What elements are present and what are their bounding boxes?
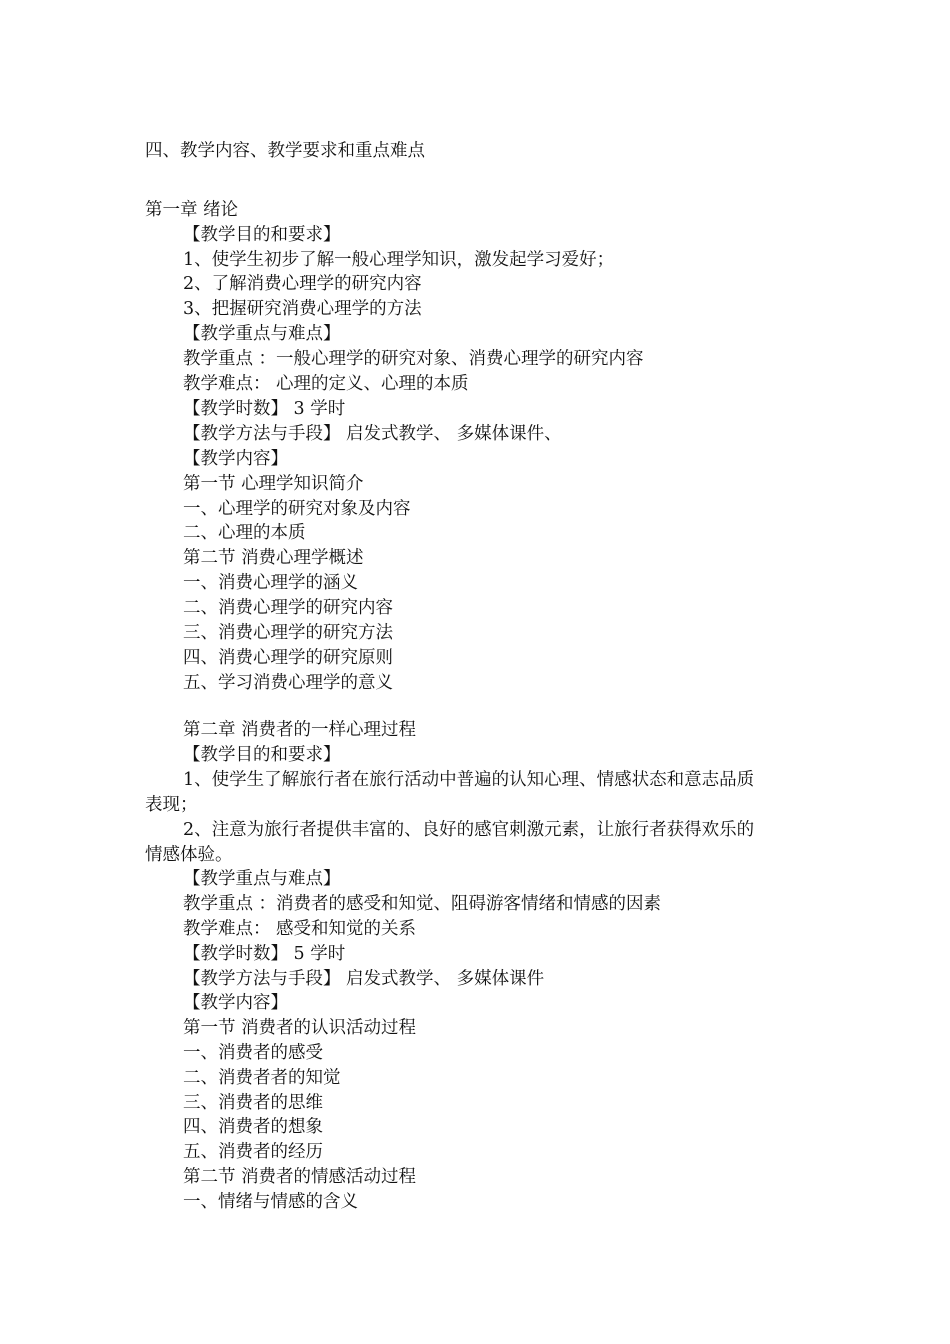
content-item: 四、消费者的想象 bbox=[183, 1117, 323, 1137]
teaching-hours: 【教学时数】 3 学时 bbox=[183, 399, 346, 419]
goal-item: 3、把握研究消费心理学的方法 bbox=[183, 299, 422, 319]
teaching-methods: 【教学方法与手段】 启发式教学、 多媒体课件、 bbox=[183, 424, 562, 444]
content-item: 二、心理的本质 bbox=[183, 523, 306, 543]
goals-label: 【教学目的和要求】 bbox=[183, 745, 341, 765]
goal-item-continued: 表现； bbox=[145, 795, 198, 815]
content-item: 四、消费心理学的研究原则 bbox=[183, 648, 393, 668]
content-item: 一、消费心理学的涵义 bbox=[183, 573, 358, 593]
goal-item: 2、了解消费心理学的研究内容 bbox=[183, 274, 422, 294]
key-points: 教学重点 ：一般心理学的研究对象、消费心理学的研究内容 bbox=[183, 349, 644, 369]
key-points: 教学重点 ：消费者的感受和知觉、阻碍游客情绪和情感的因素 bbox=[183, 894, 662, 914]
content-label: 【教学内容】 bbox=[183, 449, 288, 469]
content-item: 第二节 消费者的情感活动过程 bbox=[183, 1167, 417, 1187]
goals-label: 【教学目的和要求】 bbox=[183, 225, 341, 245]
goal-item: 1、使学生初步了解一般心理学知识，激发起学习爱好； bbox=[183, 250, 615, 270]
goal-item: 2、注意为旅行者提供丰富的、良好的感官刺激元素，让旅行者获得欢乐的 bbox=[183, 820, 755, 840]
chapter-title: 第一章 绪论 bbox=[145, 200, 239, 220]
content-item: 三、消费心理学的研究方法 bbox=[183, 623, 393, 643]
content-item: 第二节 消费心理学概述 bbox=[183, 548, 364, 568]
goal-item-continued: 情感体验。 bbox=[145, 845, 233, 865]
content-item: 二、消费者者的知觉 bbox=[183, 1068, 341, 1088]
content-label: 【教学内容】 bbox=[183, 993, 288, 1013]
content-item: 二、消费心理学的研究内容 bbox=[183, 598, 393, 618]
teaching-methods: 【教学方法与手段】 启发式教学、 多媒体课件 bbox=[183, 969, 545, 989]
content-item: 五、消费者的经历 bbox=[183, 1142, 323, 1162]
difficulties: 教学难点： 心理的定义、心理的本质 bbox=[183, 374, 469, 394]
content-item: 三、消费者的思维 bbox=[183, 1093, 323, 1113]
key-label: 【教学重点与难点】 bbox=[183, 324, 341, 344]
content-item: 一、消费者的感受 bbox=[183, 1043, 323, 1063]
key-label: 【教学重点与难点】 bbox=[183, 869, 341, 889]
content-item: 一、心理学的研究对象及内容 bbox=[183, 499, 411, 519]
teaching-hours: 【教学时数】 5 学时 bbox=[183, 944, 346, 964]
chapter-title: 第二章 消费者的一样心理过程 bbox=[183, 720, 417, 740]
section-heading: 四、教学内容、教学要求和重点难点 bbox=[145, 141, 425, 161]
difficulties: 教学难点： 感受和知觉的关系 bbox=[183, 919, 417, 939]
content-item: 一、情绪与情感的含义 bbox=[183, 1192, 358, 1212]
content-item: 五、学习消费心理学的意义 bbox=[183, 673, 393, 693]
content-item: 第一节 心理学知识简介 bbox=[183, 474, 364, 494]
goal-item: 1、使学生了解旅行者在旅行活动中普遍的认知心理、情感状态和意志品质 bbox=[183, 770, 755, 790]
content-item: 第一节 消费者的认识活动过程 bbox=[183, 1018, 417, 1038]
